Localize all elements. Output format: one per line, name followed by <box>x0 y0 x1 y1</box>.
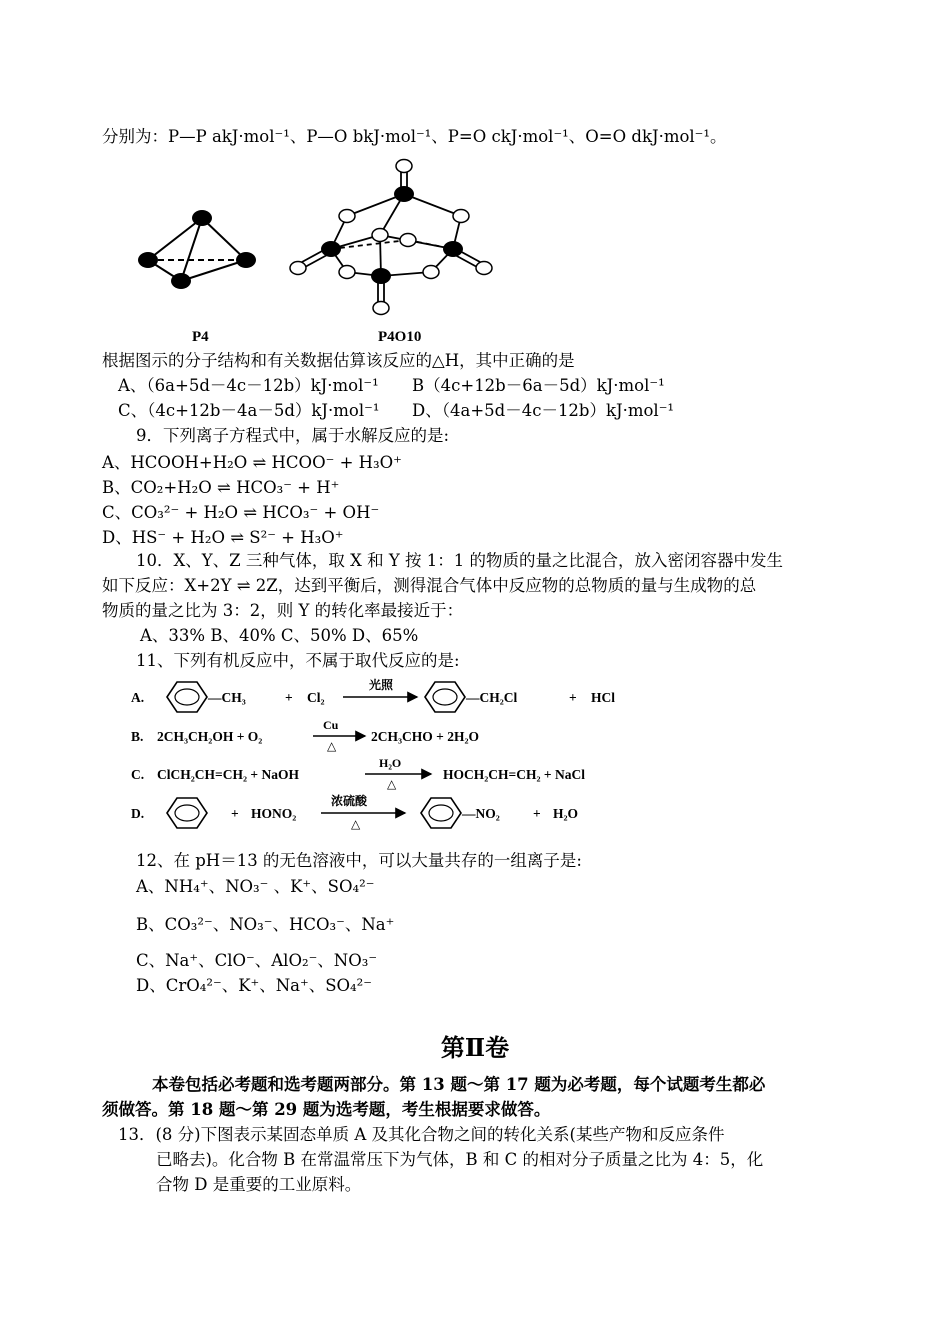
q9-stem: 9．下列离子方程式中，属于水解反应的是: <box>136 426 450 445</box>
q11-c-label: C. <box>131 767 145 782</box>
q11-a-hcl: HCl <box>591 690 616 705</box>
section-note-line2: 须做答。第 18 题～第 29 题为选考题，考生根据要求做答。 <box>102 1100 551 1119</box>
section-note-line1: 本卷包括必考题和选考题两部分。第 13 题～第 17 题为必考题，每个试题考生都必 <box>152 1075 766 1094</box>
q13-line3: 合物 D 是重要的工业原料。 <box>156 1175 362 1194</box>
q8-option-c: C、（4c+12b－4a－5d）kJ·mol⁻¹ <box>118 401 380 420</box>
o-atom <box>339 210 355 223</box>
q11-a-methyl: —CH₃ <box>208 690 246 705</box>
q12-option-c: C、Na⁺、ClO⁻、AlO₂⁻、NO₃⁻ <box>136 951 378 970</box>
q8-option-b: B（4c+12b－6a－5d）kJ·mol⁻¹ <box>412 376 665 395</box>
p4-structure <box>148 218 246 281</box>
q12-option-a: A、NH₄⁺、NO₃⁻ 、K⁺、SO₄²⁻ <box>136 877 375 896</box>
p-atom <box>138 252 158 268</box>
benzene-ring <box>167 682 207 712</box>
q10-line1: 10．X、Y、Z 三种气体，取 X 和 Y 按 1：1 的物质的量之比混合，放入密闭容器中发生 <box>136 551 783 570</box>
q11-b-label: B. <box>131 729 144 744</box>
p-atom <box>321 241 341 257</box>
q10-options: A、33% B、40% C、50% D、65% <box>140 626 419 645</box>
p-atom <box>371 268 391 284</box>
q11-a-cl2: Cl₂ <box>307 690 325 705</box>
benzene-ring <box>167 798 207 828</box>
o-atom <box>372 229 388 242</box>
q13-line2: 已略去)。化合物 B 在常温常压下为气体，B 和 C 的相对分子质量之比为 4：5，化 <box>156 1150 764 1169</box>
q12-option-b: B、CO₃²⁻、NO₃⁻、HCO₃⁻、Na⁺ <box>136 915 395 934</box>
q11-c-cond-bot: △ <box>387 777 397 791</box>
q11-b-right: 2CH₃CHO + 2H₂O <box>371 729 480 744</box>
p-atom <box>171 273 191 289</box>
q11-d-plus2: + <box>533 806 541 821</box>
section-title: 第Ⅱ卷 <box>440 1033 510 1062</box>
p-atom <box>394 186 414 202</box>
q11-d-hono2: HONO₂ <box>251 806 297 821</box>
bond-energy-line: 分别为：P—P akJ·mol⁻¹、P—O bkJ·mol⁻¹、P=O ckJ·mol⁻¹、O=O dkJ·mol⁻¹。 <box>102 127 727 146</box>
q11-a-product: —CH₂Cl <box>466 690 518 705</box>
p4-label: P4 <box>192 329 209 345</box>
o-atom <box>476 262 492 275</box>
q12-option-d: D、CrO₄²⁻、K⁺、Na⁺、SO₄²⁻ <box>136 976 372 995</box>
q11-b-left: 2CH₃CH₂OH + O₂ <box>157 729 263 744</box>
q11-a-condition: 光照 <box>369 678 394 692</box>
molecule-figure <box>128 158 508 350</box>
q11-reactions <box>125 672 655 842</box>
p4o10-label: P4O10 <box>378 329 422 345</box>
q11-a-plus2: + <box>569 690 577 705</box>
q11-d-h2o: H₂O <box>553 806 579 821</box>
q13-line1: 13．(8 分)下图表示某固态单质 A 及其化合物之间的转化关系(某些产物和反应条件 <box>118 1125 725 1144</box>
q8-stem: 根据图示的分子结构和有关数据估算该反应的△H，其中正确的是 <box>102 351 575 370</box>
q11-a-plus1: + <box>285 690 293 705</box>
benzene-ring <box>425 682 465 712</box>
q11-b-cond-bot: △ <box>327 739 337 753</box>
o-atom <box>290 262 306 275</box>
q9-option-b: B、CO₂+H₂O ⇌ HCO₃⁻ + H⁺ <box>102 478 340 497</box>
q11-d-cond-bot: △ <box>351 817 361 831</box>
q11-d-label: D. <box>131 806 145 821</box>
benzene-ring <box>421 798 461 828</box>
q11-d-cond-top: 浓硫酸 <box>331 794 368 808</box>
q9-option-c: C、CO₃²⁻ + H₂O ⇌ HCO₃⁻ + OH⁻ <box>102 503 380 522</box>
q11-a-label: A. <box>131 690 145 705</box>
q8-option-d: D、（4a+5d－4c－12b）kJ·mol⁻¹ <box>412 401 675 420</box>
q11-d-plus1: + <box>231 806 239 821</box>
q10-line3: 物质的量之比为 3：2，则 Y 的转化率最接近于： <box>102 601 464 620</box>
q9-option-d: D、HS⁻ + H₂O ⇌ S²⁻ + H₃O⁺ <box>102 528 344 547</box>
p-atom <box>443 241 463 257</box>
o-atom <box>423 266 439 279</box>
q11-stem: 11、下列有机反应中，不属于取代反应的是: <box>136 651 460 670</box>
o-atom <box>373 302 389 315</box>
o-atom <box>400 234 416 247</box>
q9-option-a: A、HCOOH+H₂O ⇌ HCOO⁻ + H₃O⁺ <box>102 453 402 472</box>
q8-option-a: A、（6a+5d－4c－12b）kJ·mol⁻¹ <box>118 376 379 395</box>
q11-c-left: ClCH₂CH=CH₂ + NaOH <box>157 767 299 782</box>
p-atom <box>236 252 256 268</box>
o-atom <box>339 266 355 279</box>
p4o10-structure <box>302 168 480 304</box>
q12-stem: 12、在 pH＝13 的无色溶液中，可以大量共存的一组离子是: <box>136 851 582 870</box>
o-atom <box>396 160 412 173</box>
q10-line2: 如下反应：X+2Y ⇌ 2Z，达到平衡后，测得混合气体中反应物的总物质的量与生成物的总 <box>102 576 757 595</box>
q11-c-cond-top: H₂O <box>379 756 402 770</box>
q11-b-cond-top: Cu <box>323 718 339 732</box>
q11-c-right: HOCH₂CH=CH₂ + NaCl <box>443 767 585 782</box>
q11-d-product: —NO₂ <box>462 806 500 821</box>
o-atom <box>453 210 469 223</box>
p-atom <box>192 210 212 226</box>
